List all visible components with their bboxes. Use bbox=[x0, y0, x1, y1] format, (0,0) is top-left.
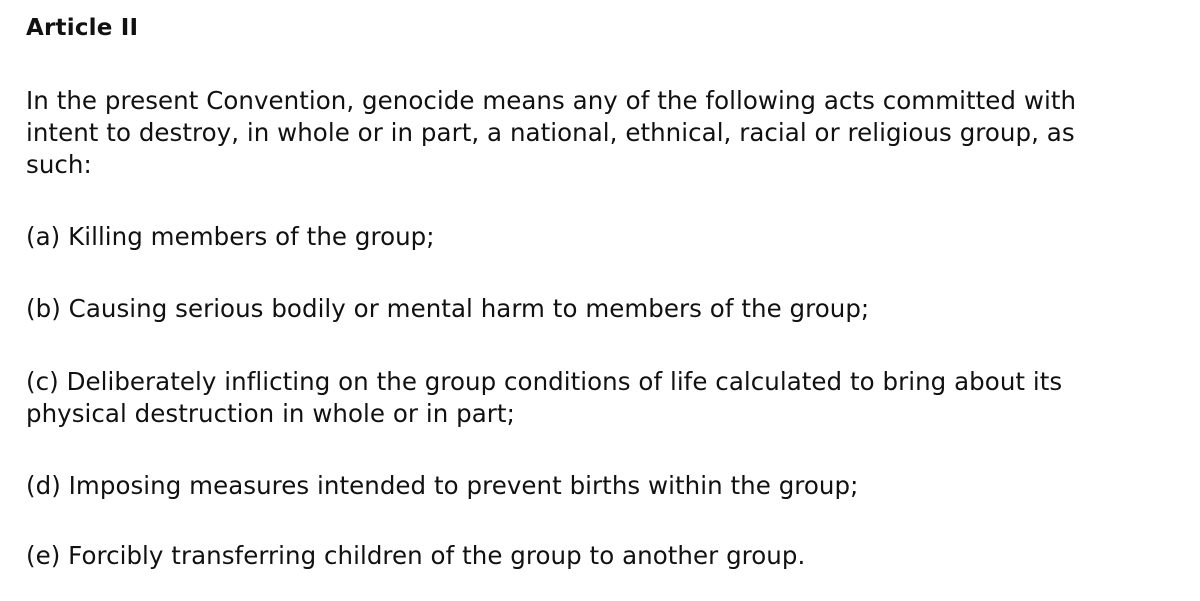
list-item-text: (d) Imposing measures intended to prevent births within the group; bbox=[26, 471, 859, 500]
article-heading: Article II bbox=[26, 15, 139, 41]
list-item-b bbox=[26, 293, 869, 325]
list-item-text: (c) Deliberately inflicting on the group conditions of life calculated to bring about its bbox=[26, 367, 1063, 396]
intro-line: In the present Convention, genocide means any of the following acts committed with bbox=[26, 86, 1077, 115]
intro-line: intent to destroy, in whole or in part, a national, ethnical, racial or religious group, as bbox=[26, 118, 1075, 147]
list-item-c bbox=[26, 366, 1062, 430]
list-item-text: physical destruction in whole or in part; bbox=[26, 399, 515, 428]
list-item-a bbox=[26, 221, 435, 253]
list-item-text: (a) Killing members of the group; bbox=[26, 222, 435, 251]
list-item-e bbox=[26, 540, 805, 572]
list-item-text: (e) Forcibly transferring children of the group to another group. bbox=[26, 541, 806, 570]
intro-line: such: bbox=[26, 150, 92, 179]
intro-paragraph bbox=[26, 85, 1076, 181]
list-item-text: (b) Causing serious bodily or mental harm to members of the group; bbox=[26, 294, 870, 323]
list-item-d bbox=[26, 470, 858, 502]
